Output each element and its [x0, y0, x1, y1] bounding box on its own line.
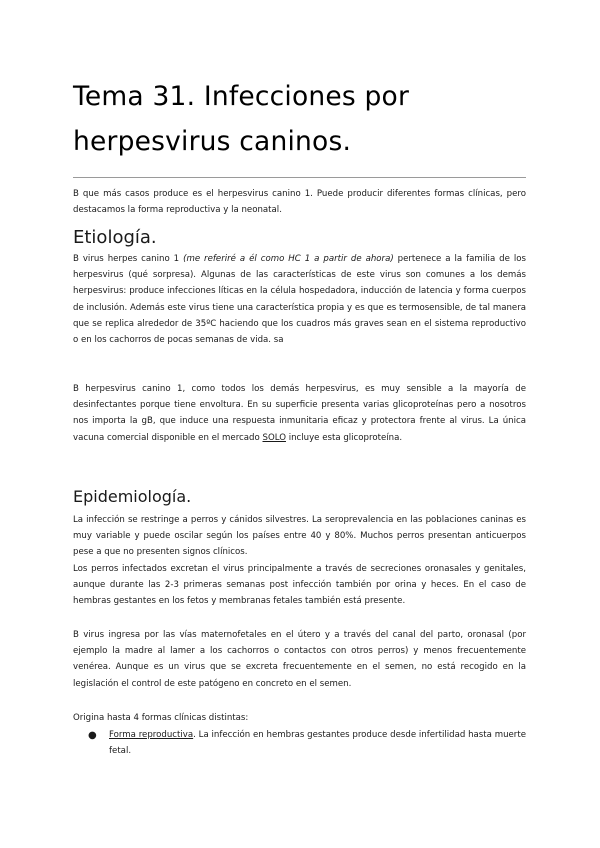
- title-divider: [73, 177, 526, 178]
- epidemiologia-paragraph-3: B virus ingresa por las vías maternofetales en el útero y a través del canal del parto, oronasal (por ejemplo la madre al lamer a los cachorros o contactos con otros perros) y menos frecuentemente venérea. Aunque es un virus que se excreta frecuentemente en el semen, no está recogido en la legislación el control de este patógeno en concreto en el semen.: [73, 630, 526, 689]
- epidemiologia-paragraph-1: La infección se restringe a perros y cánidos silvestres. La seroprevalencia en las poblaciones caninas es muy variable y puede oscilar según los países entre 40 y 80%. Muchos perros presentan anticuerpos pese a que no presenten signos clínicos.: [73, 515, 526, 558]
- page-title: [73, 74, 553, 164]
- intro-paragraph: B que más casos produce es el herpesvirus canino 1. Puede producir diferentes formas clínicas, pero destacamos la forma reproductiva y la neonatal.: [73, 189, 526, 216]
- epidemiologia-paragraph-4: Origina hasta 4 formas clínicas distintas:: [73, 713, 249, 723]
- etiologia-p1-start: B virus herpes canino 1: [73, 254, 184, 264]
- etiologia-paragraph-2: [73, 381, 526, 446]
- list-item: [73, 727, 526, 759]
- etiologia-p2-start: B herpesvirus canino 1, como todos los demás herpesvirus, es muy sensible a la mayoría de desinfectantes porque tiene envoltura. En su superficie presenta varias glicoproteínas pero a nosotros nos importa la gB, que induce una respuesta inmunitaria eficaz y protectora frente al virus. La única vacuna comercial disponible en el mercado: [73, 384, 526, 443]
- clinical-forms-list: [73, 727, 526, 759]
- heading-etiologia: Etiología.: [73, 227, 157, 248]
- list-item-term: Forma reproductiva: [109, 730, 194, 740]
- etiologia-p1-italic: (me referiré a él como HC 1 a partir de ahora): [183, 254, 394, 264]
- etiologia-p2-end: incluye esta glicoproteína.: [285, 432, 403, 443]
- list-item-text: . La infección en hembras gestantes produce desde infertilidad hasta muerte fetal.: [109, 730, 526, 757]
- etiologia-p2-underlined: SOLO: [262, 432, 286, 443]
- title-line-1: Tema 31. Infecciones por: [73, 81, 410, 112]
- etiologia-p1-end: pertenece a la familia de los herpesvirus (qué sorpresa). Algunas de las características de este virus son comunes a los demás herpesvirus: produce infecciones líticas en la célula hospedadora, inducción de latencia y forma cuerpos de inclusión. Además este virus tiene una característica propia y es que es termosensible, de tal manera que se replica alrededor de 35ºC haciendo que los cuadros más graves sean en el sistema reproductivo o en los cachorros de pocas semanas de vida. sa: [73, 254, 526, 346]
- etiologia-paragraph-1: [73, 251, 526, 348]
- bullet-dot-icon: ●: [88, 730, 97, 741]
- title-line-2: herpesvirus caninos.: [73, 126, 352, 157]
- heading-epidemiologia: Epidemiología.: [73, 487, 192, 506]
- epidemiologia-paragraph-2: Los perros infectados excretan el virus principalmente a través de secreciones oronasales y genitales, aunque durante las 2-3 primeras semanas post infección también por orina y heces. En el caso de hembras gestantes en los fetos y membranas fetales también está presente.: [73, 564, 526, 607]
